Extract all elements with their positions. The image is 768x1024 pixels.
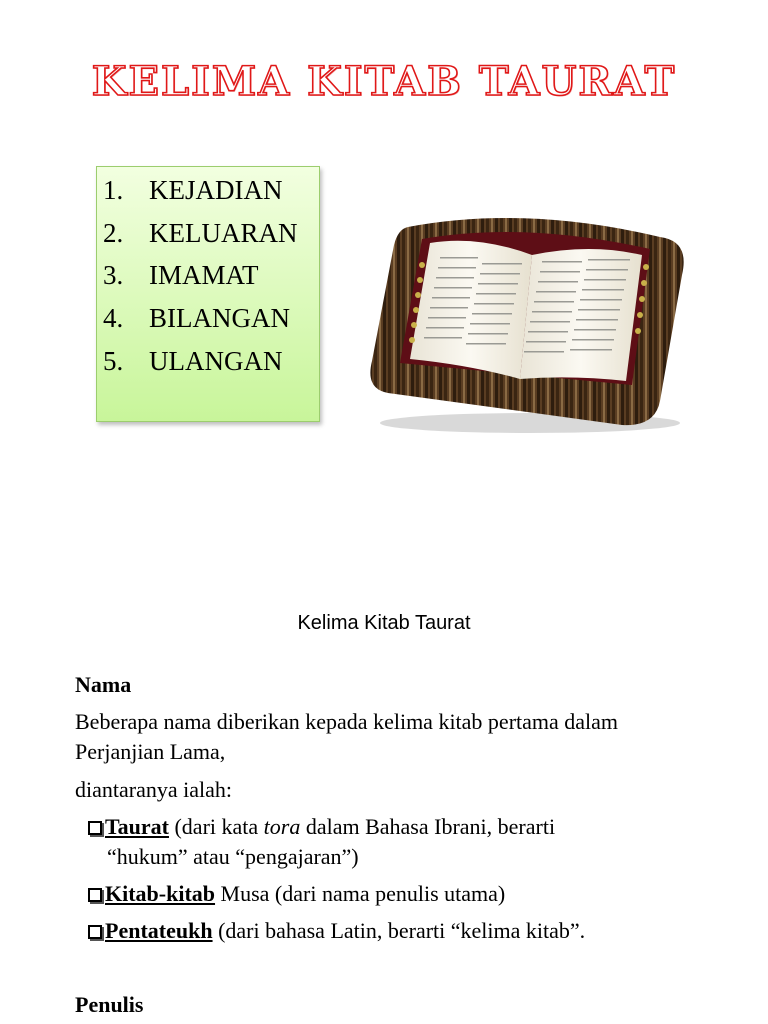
term-taurat: Taurat (105, 814, 169, 839)
intro-line: diantaranya ialah: (75, 777, 232, 802)
slide-title: KELIMA KITAB TAURAT (91, 58, 677, 105)
section-label-nama: Nama (75, 672, 132, 697)
list-item-number: 1. (103, 175, 124, 205)
term-kitab-kitab: Kitab-kitab (105, 881, 216, 906)
list-item-number: 5. (103, 346, 124, 376)
list-item-number: 3. (103, 260, 124, 290)
list-item-label: KEJADIAN (149, 175, 283, 205)
list-item-number: 4. (103, 303, 124, 333)
list-item-continuation: “hukum” atau “pengajaran”) (107, 844, 359, 869)
section-label-penulis: Penulis (75, 992, 144, 1017)
list-item (103, 260, 259, 290)
checkbox-bullet-icon (88, 821, 102, 835)
checkbox-bullet-icon (88, 925, 102, 939)
list-item (103, 346, 282, 376)
books-list-box (96, 166, 320, 422)
term-pentateukh: Pentateukh (105, 918, 213, 943)
intro-line: Beberapa nama diberikan kepada kelima kitab pertama dalam (75, 709, 619, 734)
list-item (103, 218, 298, 248)
document-heading: Kelima Kitab Taurat (297, 612, 471, 634)
list-item (103, 303, 290, 333)
list-item-label: IMAMAT (149, 260, 259, 290)
list-item: Taurat (dari kata tora dalam Bahasa Ibrani, berarti (88, 812, 555, 842)
list-item: Kitab-kitab Musa (dari nama penulis utama) (88, 879, 505, 909)
list-item (103, 175, 282, 205)
list-item-label: BILANGAN (149, 303, 290, 333)
list-item-label: KELUARAN (149, 218, 298, 248)
intro-line: Perjanjian Lama, (75, 739, 226, 764)
open-bible-icon (360, 205, 690, 435)
checkbox-bullet-icon (88, 888, 102, 902)
list-item-number: 2. (103, 218, 124, 248)
list-item-label: ULANGAN (149, 346, 283, 376)
list-item: Pentateukh (dari bahasa Latin, berarti “kelima kitab”. (88, 916, 585, 946)
